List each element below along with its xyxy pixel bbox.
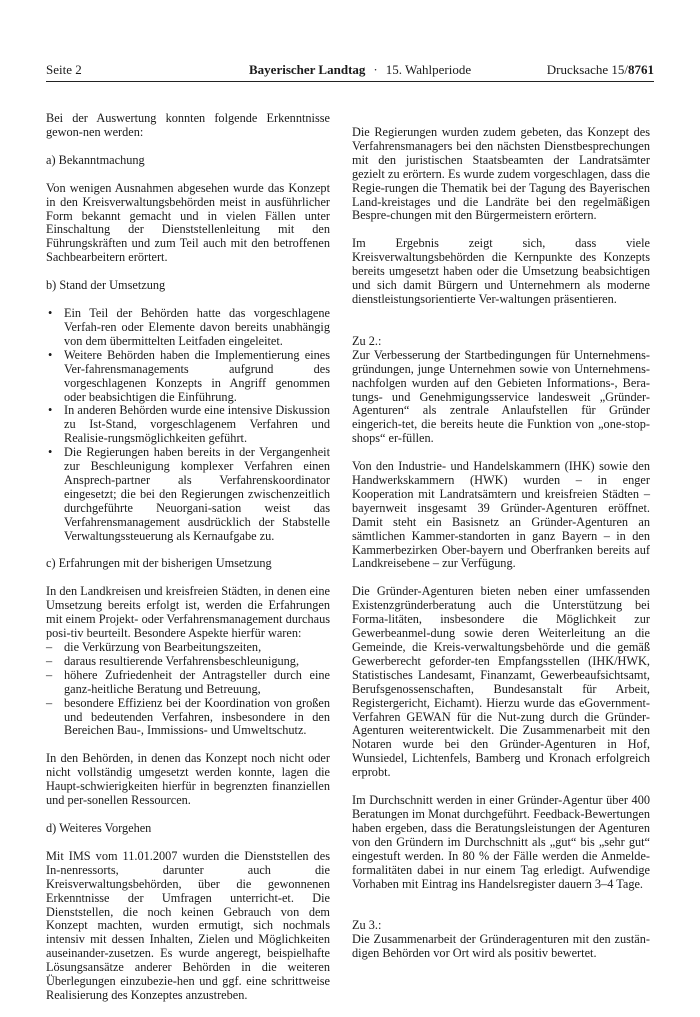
list-item: • Weitere Behörden haben die Implementierung eines Ver-fahrensmanagements aufgrund des vorgeschlagenen Konzepts in Angriff genommen oder beabsichtigen die Einführung. [46, 349, 330, 405]
header-title [249, 62, 471, 78]
zu3-heading: Zu 3.: [352, 918, 382, 933]
section-b-list [46, 307, 330, 543]
paragraph: Im Ergebnis zeigt sich, dass viele Kreisverwaltungsbehörden die Kernpunkte des Konzepts bereits umgesetzt haben oder die Umsetzung beabsichtigen und sich damit Bürgern und Unternehmern als moderne dienstleistungsorientierte Ver-waltungen präsentieren. [352, 236, 650, 306]
intro-paragraph: Bei der Auswertung konnten folgende Erkenntnisse gewon-nen werden: [46, 111, 330, 139]
paragraph: Die Regierungen wurden zudem gebeten, das Konzept des Verfahrensmanagers bei den nächsten Dienstbesprechungen mit den juristischen Staatsbeamten der Landratsämter gezielt zu erörtern. Es wurde zudem vorgeschlagen, dass die Regie-rungen die Thematik bei der Tagung des Bayerischen Land-kreistages und die Landräte bei den regelmäßigen Bespre-chungen mit den Bürgermeistern erörtern. [352, 125, 650, 223]
spacer [352, 321, 650, 335]
institution-name: Bayerischer Landtag [249, 62, 366, 77]
list-item: – höhere Zufriedenheit der Antragsteller durch eine ganz-heitliche Beratung und Betreuung, [46, 669, 330, 697]
section-d-heading: d) Weiteres Vorgehen [46, 820, 152, 835]
zu2-heading: Zu 2.: [352, 333, 382, 348]
section-b-heading: b) Stand der Umsetzung [46, 278, 166, 293]
left-column [46, 112, 330, 1017]
section-a-heading: a) Bekanntmachung [46, 152, 145, 167]
list-item: – daraus resultierende Verfahrensbeschleunigung, [46, 655, 330, 669]
header-separator: · [373, 62, 378, 77]
list-item: • Ein Teil der Behörden hatte das vorgeschlagene Verfah-ren oder Elemente davon bereits unabhängig von dem übermittelten Leitfaden eingeleitet. [46, 307, 330, 349]
paragraph: Zur Verbesserung der Startbedingungen für Unternehmens-gründungen, junge Unternehmen sowie von Unternehmens-nachfolgen wurden auf den Gebieten Informations-, Bera-tungs- und Genehmigungsservice landesweit „Gründer-Agenturen“ als zentrale Anlaufstellen für Gründer eingerich-tet, die bereits heute die Funktion von „one-stop-shops“ er-füllen. [352, 347, 650, 446]
paragraph: Die Gründer-Agenturen bieten neben einer umfassenden Existenzgründerberatung auch die Unterstützung bei Forma-litäten, insbesondere die Möglichkeit zur Gewerbeanmel-dung sowie deren Weiterleitung an die Gemeinde, die Kreis-verwaltungsbehörde und die gemäß Gewerberecht geforder-ten Empfangsstellen (IHK/HWK, Statistisches Landesamt, Finanzamt, Gewerbeaufsichtsamt, Berufsgenossenschaften, Bundesanstalt für Arbeit, Registergericht, Eichamt). Hierzu wurde das eGovernment-Verfahren GEWAN für die Nut-zung durch die Gründer-Agenturen weiterentwickelt. Die Zusammenarbeit mit den Notaren wurde bei den Gründer-Agenturen in Hof, Wunsiedel, Lichtenfels, Bamberg und Kronach erfolgreich erprobt. [352, 584, 650, 780]
right-column [352, 126, 650, 975]
document-number [547, 62, 654, 78]
paragraph: Von den Industrie- und Handelskammern (IHK) sowie den Handwerkskammern (HWK) wurden – in enger Kooperation mit Landratsämtern und kreisfreien Städten – bayernweit insgesamt 39 Gründer-Agenturen eröffnet. Damit steht ein Basisnetz an Gründer-Agenturen an sämtlichen Kammer-standorten in ganz Bayern – in den Kammerbezirken Ober-bayern und Oberfranken bereits auf Landkreisebene – zur Verfügung. [352, 459, 650, 571]
legislative-period: 15. Wahlperiode [385, 62, 472, 77]
list-item: • Die Regierungen haben bereits in der Vergangenheit zur Beschleunigung komplexer Verfahren einen Ansprech-partner als Verfahrenskoordinator eingesetzt; die bei den Regierungen zwischenzeitlich durchgeführte Neuorgani-sation weist das Verfahrensmanagement ausdrücklich der Stabstelle Verwaltungssteuerung als Kernaufgabe zu. [46, 446, 330, 543]
spacer [352, 905, 650, 919]
list-item: – die Verkürzung von Bearbeitungszeiten, [46, 641, 330, 655]
page-number: Seite 2 [46, 62, 82, 77]
list-item: – besondere Effizienz bei der Koordination von großen und bedeutenden Verfahren, insbesondere in den Bereichen Bau-, Immissions- und Umweltschutz. [46, 697, 330, 739]
section-c-text: In den Landkreisen und kreisfreien Städten, in denen eine Umsetzung bereits erfolgt ist, werden die Erfahrungen mit einem Projekt- oder Verfahrensmanagement durchaus posi-tiv beurteilt. Besondere Aspekte hierfür waren: [46, 584, 330, 641]
header-rule [46, 81, 654, 82]
document-id: 8761 [628, 62, 654, 77]
section-c-text-2: In den Behörden, in denen das Konzept noch nicht oder nicht vollständig umgesetzt werden konnte, lagen die Haupt-schwierigkeiten hierfür in begrenzten finanziellen und per-sonellen Ressourcen. [46, 751, 330, 808]
document-prefix: Drucksache 15/ [546, 62, 628, 77]
section-d-text: Mit IMS vom 11.01.2007 wurden die Dienststellen des In-nenressorts, darunter auch die Kreisverwaltungsbehörden, über die gewonnenen Erkenntnisse der Umfragen unterricht-et. Die Dienststellen, die noch keinen Gebrauch von dem Konzept machten, wurden ermutigt, sich nochmals intensiv mit dessen Inhalten, Zielen und Möglichkeiten auseinander-zusetzen. Es wurde angeregt, beispielhafte Lösungsansätze anderer Behörden in die weiteren Überlegungen einzubezie-hen und ggf. eine schrittweise Realisierung des Konzeptes anzustreben. [46, 848, 330, 1002]
section-c-heading: c) Erfahrungen mit der bisherigen Umsetzung [46, 556, 272, 571]
paragraph: Die Zusammenarbeit der Gründeragenturen mit den zustän-digen Behörden vor Ort wird als positiv bewertet. [352, 932, 650, 961]
section-a-text: Von wenigen Ausnahmen abgesehen wurde das Konzept in den Kreisverwaltungsbehörden meist in ausführlicher Form bekannt gemacht und in vielen Fällen unter Einschaltung der Dienststellenleitung mit den Führungskräften und zum Teil auch mit den betroffenen Sachbearbeitern erörtert. [46, 180, 330, 265]
paragraph: Im Durchschnitt werden in einer Gründer-Agentur über 400 Beratungen im Monat durchgeführt. Feedback-Bewertungen haben ergeben, dass die Beratungsleistungen der Agenturen von den Gründern im Durchschnitt als „gut“ bis „sehr gut“ eingestuft werden. In 80 % der Fälle werden die Anmelde-formalitäten dabei in nur einem Tag erledigt. Aufwendige Vorhaben mit Eintrag ins Handelsregister dauern 3–4 Tage. [352, 793, 650, 891]
list-item: • In anderen Behörden wurde eine intensive Diskussion zu Ist-Stand, vorgeschlagenem Verfahren und Realisie-rungsmöglichkeiten geführt. [46, 404, 330, 446]
page-header [46, 62, 654, 82]
section-c-list [46, 641, 330, 738]
